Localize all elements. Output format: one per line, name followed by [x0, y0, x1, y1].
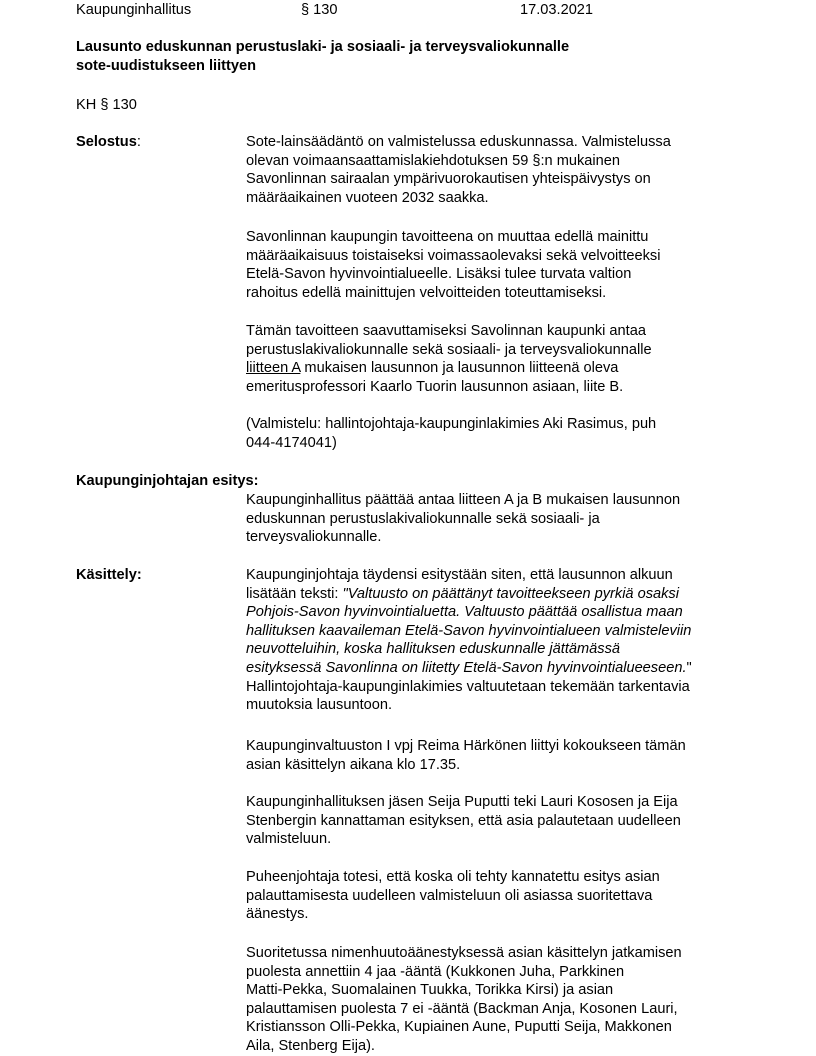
header-date: 17.03.2021 — [520, 2, 594, 18]
selostus-paragraph-1: Sote-lainsäädäntö on valmistelussa eduskunnassa. Valmistelussa olevan voimaansaattamislakiehdotuksen 59 §:n mukainen Savonlinnan sairaalan ympärivuorokautisen yhteispäivystys on määräaikainen vuoteen 2032 saakka. — [246, 134, 671, 206]
kasittely-paragraph-5: Suoritetussa nimenhuutoäänestyksessä asian käsittelyn jatkamisen puolesta annettiin 4 jaa -ääntä (Kukkonen Juha, Parkkinen Matti-Pekka, Suomalainen Tuukka, Torikka Kirsi) ja asian palauttamisen puolesta 7 ei -ääntä (Backman Anja, Kosonen Lauri, Kristiansson Olli-Pekka, Kupiainen Aune, Puputti Seija, Makkonen Aila, Stenberg Eija). — [246, 945, 682, 1054]
title-line-1: Lausunto eduskunnan perustuslaki- ja sosiaali- ja terveysvaliokunnalle — [76, 39, 570, 55]
document-title — [76, 38, 716, 76]
selostus-paragraph-4: (Valmistelu: hallintojohtaja-kaupunginlakimies Aki Rasimus, puh 044-4174041) — [246, 416, 657, 451]
kasittely-paragraph-4: Puheenjohtaja totesi, että koska oli tehty kannatettu esitys asian palauttamisesta uudelleen valmisteluun oli asiassa suoritettava äänestys. — [246, 869, 660, 923]
kasittely-paragraph-3: Kaupunginhallituksen jäsen Seija Puputti teki Lauri Kososen ja Eija Stenbergin kannattaman esityksen, että asia palautetaan uudelleen valmisteluun. — [246, 794, 681, 848]
selostus-paragraph-2: Savonlinnan kaupungin tavoitteena on muuttaa edellä mainittu määräaikaisuus toistaiseksi voimassaolevaksi sekä velvoitteeksi Etelä-Savon hyvinvointialueelle. Lisäksi tulee turvata valtion rahoitus edellä mainittujen velvoitteiden toteuttamiseksi. — [246, 229, 661, 301]
esitys-text: Kaupunginhallitus päättää antaa liitteen A ja B mukaisen lausunnon eduskunnan perustuslakivaliokunnalle sekä sosiaali- ja terveysvaliokunnalle. — [246, 492, 681, 546]
section-reference: KH § 130 — [76, 97, 137, 113]
kasittely-paragraph-1: Kaupunginjohtaja täydensi esitystään siten, että lausunnon alkuun lisätään teksti: "Valtuusto on päättänyt tavoitteekseen pyrkiä osaksi Pohjois-Savon hyvinvointialuetta. Valtuusto päättää osallistua maan hallituksen kaavaileman Etelä-Savon hyvinvointialueen valmisteleviin neuvotteluihin, koska hallituksen eduskunnalle jättämässä esityksessä Savonlinna on liitetty Etelä-Savon hyvinvointialueeseen." Hallintojohtaja-kaupunginlakimies valtuutetaan tekemään tarkentavia muutoksia lausuntoon. — [246, 567, 692, 714]
selostus-label: Selostus: — [76, 134, 141, 150]
attachment-a-link[interactable]: liitteen A — [246, 360, 301, 377]
esitys-label: Kaupunginjohtajan esitys: — [76, 473, 259, 489]
header-body: Kaupunginhallitus — [76, 2, 192, 18]
kasittely-label: Käsittely: — [76, 567, 142, 583]
selostus-paragraph-3: Tämän tavoitteen saavuttamiseksi Savolinnan kaupunki antaa perustuslakivaliokunnalle sekä sosiaali- ja terveysvaliokunnalle liitteen A mukaisen lausunnon ja lausunnon liitteenä oleva emeritusprofessori Kaarlo Tuorin lausunnon asiaan, liite B. — [246, 323, 652, 395]
kasittely-paragraph-2: Kaupunginvaltuuston I vpj Reima Härkönen liittyi kokoukseen tämän asian käsittelyn aikana klo 17.35. — [246, 738, 686, 773]
title-line-2: sote-uudistukseen liittyen — [76, 58, 257, 74]
header-section: § 130 — [301, 2, 338, 18]
page-header — [76, 0, 776, 20]
